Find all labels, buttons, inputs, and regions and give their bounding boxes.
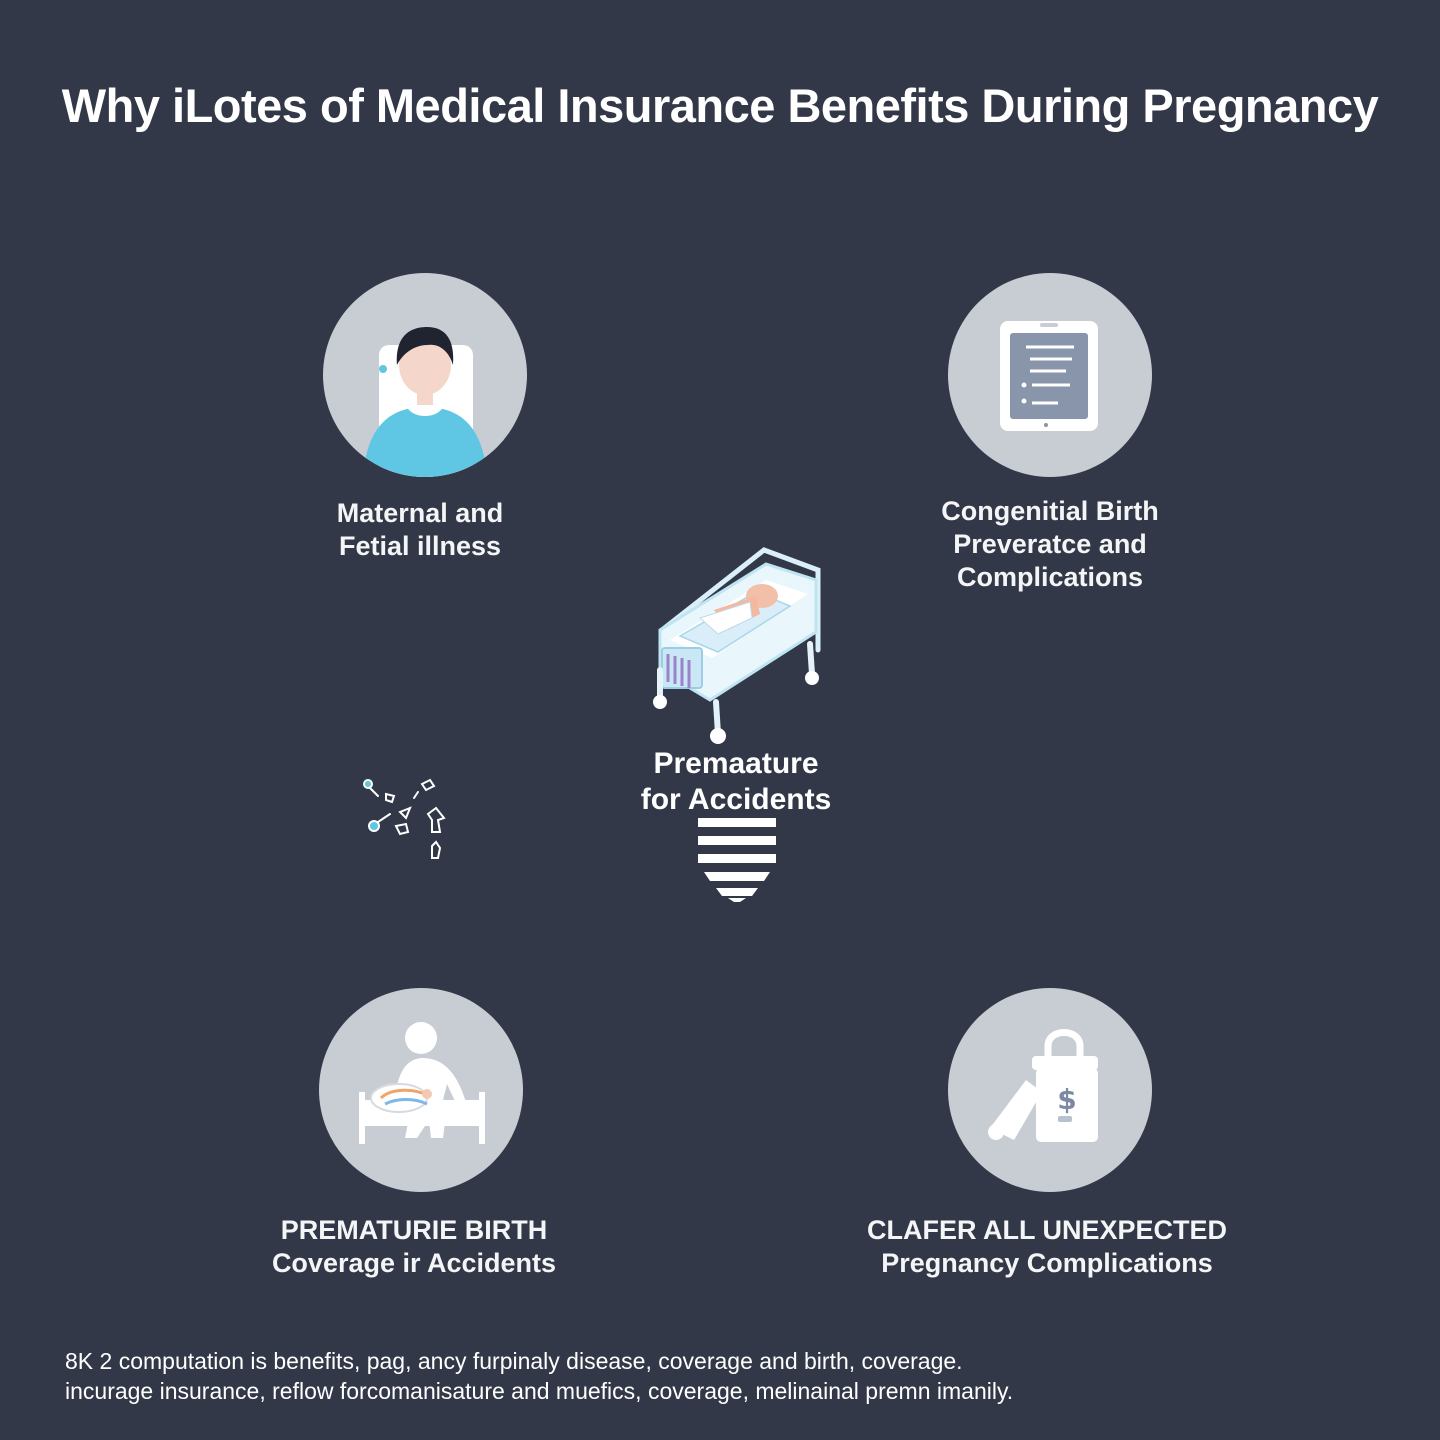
card-label-maternal [270,497,570,563]
card-line: Maternal and [336,498,504,528]
card-line: PREMATURIE BIRTH [280,1215,548,1245]
tablet-document-icon [948,273,1152,477]
card-label-congenital [880,495,1220,594]
card-line: Fetial illness [338,531,502,561]
unexpected-complications-circle [948,988,1152,1192]
maternal-illness-circle [323,273,527,477]
card-label-premature [244,1214,584,1280]
card-line: Complications [956,562,1144,592]
premature-birth-circle [319,988,523,1192]
incubator-crib-icon [640,540,840,755]
page-title: Why iLotes of Medical Insurance Benefits During Pregnancy [61,79,1379,132]
card-line: Pregnancy Complications [881,1248,1213,1278]
footer-text [65,1346,1405,1406]
scattered-medical-icons [356,772,452,873]
congenital-birth-circle [948,273,1152,477]
center-line: for Accidents [640,783,832,816]
money-bag-icon [948,988,1152,1192]
card-line: Preveratce and [953,529,1147,559]
card-line: CLAFER ALL UNEXPECTED [866,1215,1228,1245]
card-line: Congenitial Birth [941,496,1159,526]
caregiver-infant-bed-icon [319,988,523,1192]
footer-line: incurage insurance, reflow forcomanisature and muefics, coverage, melinainal premn imanily. [65,1378,1014,1404]
svg-text:$: $ [1057,1083,1077,1116]
center-line: Premaature [653,747,819,780]
down-arrow-icon [694,816,780,907]
center-label [600,746,872,818]
card-label-unexpected [860,1214,1234,1280]
card-line: Coverage ir Accidents [271,1248,557,1278]
footer-line: 8K 2 computation is benefits, pag, ancy furpinaly disease, coverage and birth, coverage. [65,1348,963,1374]
woman-patient-icon [323,273,527,477]
